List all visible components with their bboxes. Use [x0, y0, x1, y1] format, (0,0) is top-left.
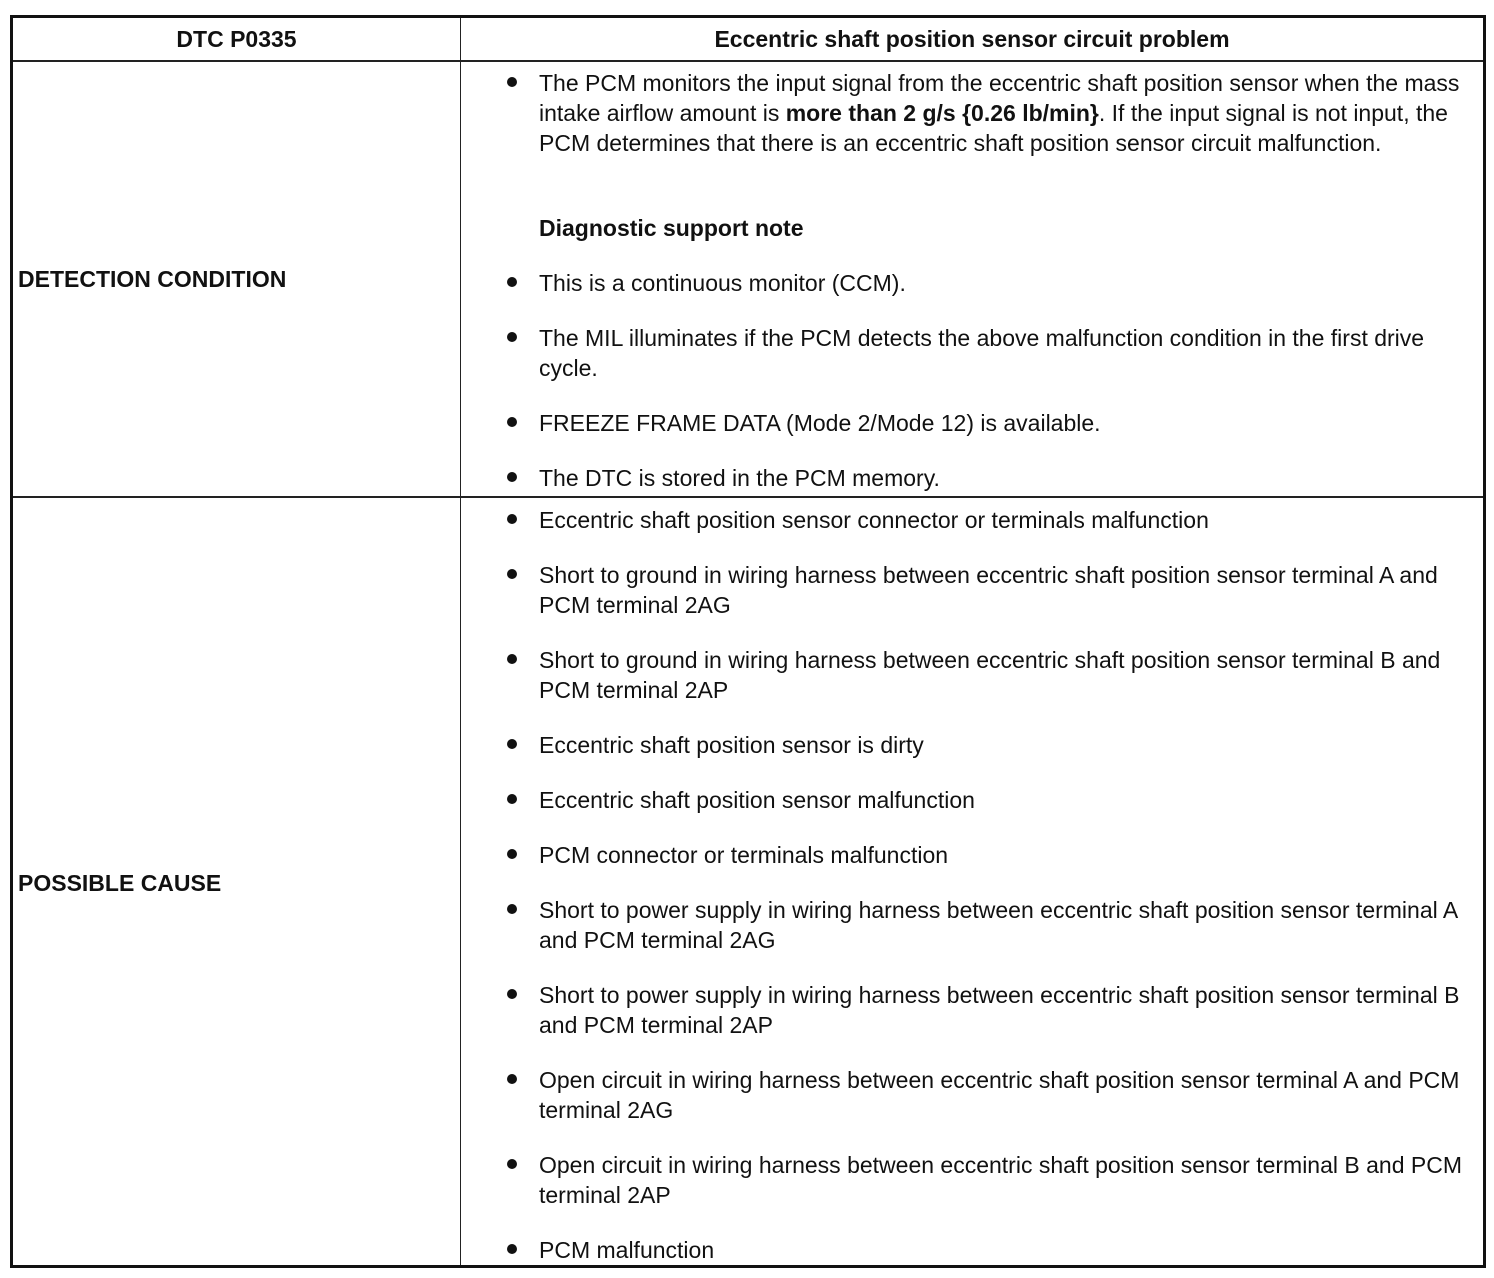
- bullet-icon: [507, 332, 517, 342]
- cause-item: Eccentric shaft position sensor is dirty: [539, 732, 924, 758]
- cause-item: Eccentric shaft position sensor malfunction: [539, 787, 975, 813]
- cause-item: PCM malfunction: [539, 1237, 715, 1263]
- cause-item: Short to ground in wiring harness between eccentric shaft position sensor terminal B and PCM terminal 2AP: [539, 647, 1441, 703]
- detection-note: The MIL illuminates if the PCM detects the above malfunction condition in the first drive cycle.: [539, 325, 1425, 381]
- dtc-table: [10, 15, 1486, 1268]
- bullet-icon: [507, 794, 517, 804]
- detection-note: FREEZE FRAME DATA (Mode 2/Mode 12) is available.: [539, 410, 1101, 436]
- detection-note: This is a continuous monitor (CCM).: [539, 270, 906, 296]
- bullet-icon: [507, 1244, 517, 1254]
- cause-item: Short to power supply in wiring harness between eccentric shaft position sensor terminal B and PCM terminal 2AP: [539, 982, 1460, 1038]
- diagnostic-note-heading: Diagnostic support note: [539, 215, 804, 241]
- dtc-title-header: Eccentric shaft position sensor circuit problem: [714, 25, 1230, 52]
- bullet-icon: [507, 1074, 517, 1084]
- bullet-icon: [507, 569, 517, 579]
- header-divider: [13, 60, 1483, 62]
- cause-item: Short to power supply in wiring harness between eccentric shaft position sensor terminal A and PCM terminal 2AG: [539, 897, 1457, 953]
- detection-intro: The PCM monitors the input signal from the eccentric shaft position sensor when the mass intake airflow amount is more than 2 g/s {0.26 lb/min}. If the input signal is not input, the PCM determines that there is an eccentric shaft position sensor circuit malfunction.: [539, 70, 1460, 156]
- bullet-icon: [507, 654, 517, 664]
- cause-item: Open circuit in wiring harness between eccentric shaft position sensor terminal B and PCM terminal 2AP: [539, 1152, 1462, 1208]
- bullet-icon: [507, 989, 517, 999]
- cause-item: Short to ground in wiring harness between eccentric shaft position sensor terminal A and PCM terminal 2AG: [539, 562, 1438, 618]
- cause-item: Eccentric shaft position sensor connector or terminals malfunction: [539, 507, 1209, 533]
- bullet-icon: [507, 77, 517, 87]
- cause-item: PCM connector or terminals malfunction: [539, 842, 949, 868]
- row-divider: [13, 496, 1483, 498]
- column-divider: [460, 18, 461, 1265]
- dtc-code-header: DTC P0335: [176, 25, 297, 52]
- possible-cause-label: POSSIBLE CAUSE: [18, 870, 222, 896]
- detection-note: The DTC is stored in the PCM memory.: [539, 465, 940, 491]
- bullet-icon: [507, 417, 517, 427]
- detection-condition-label: DETECTION CONDITION: [18, 266, 287, 292]
- cause-item: Open circuit in wiring harness between eccentric shaft position sensor terminal A and PCM terminal 2AG: [539, 1067, 1460, 1123]
- bullet-icon: [507, 514, 517, 524]
- bullet-icon: [507, 739, 517, 749]
- bullet-icon: [507, 277, 517, 287]
- bullet-icon: [507, 472, 517, 482]
- bullet-icon: [507, 1159, 517, 1169]
- bullet-icon: [507, 849, 517, 859]
- bullet-icon: [507, 904, 517, 914]
